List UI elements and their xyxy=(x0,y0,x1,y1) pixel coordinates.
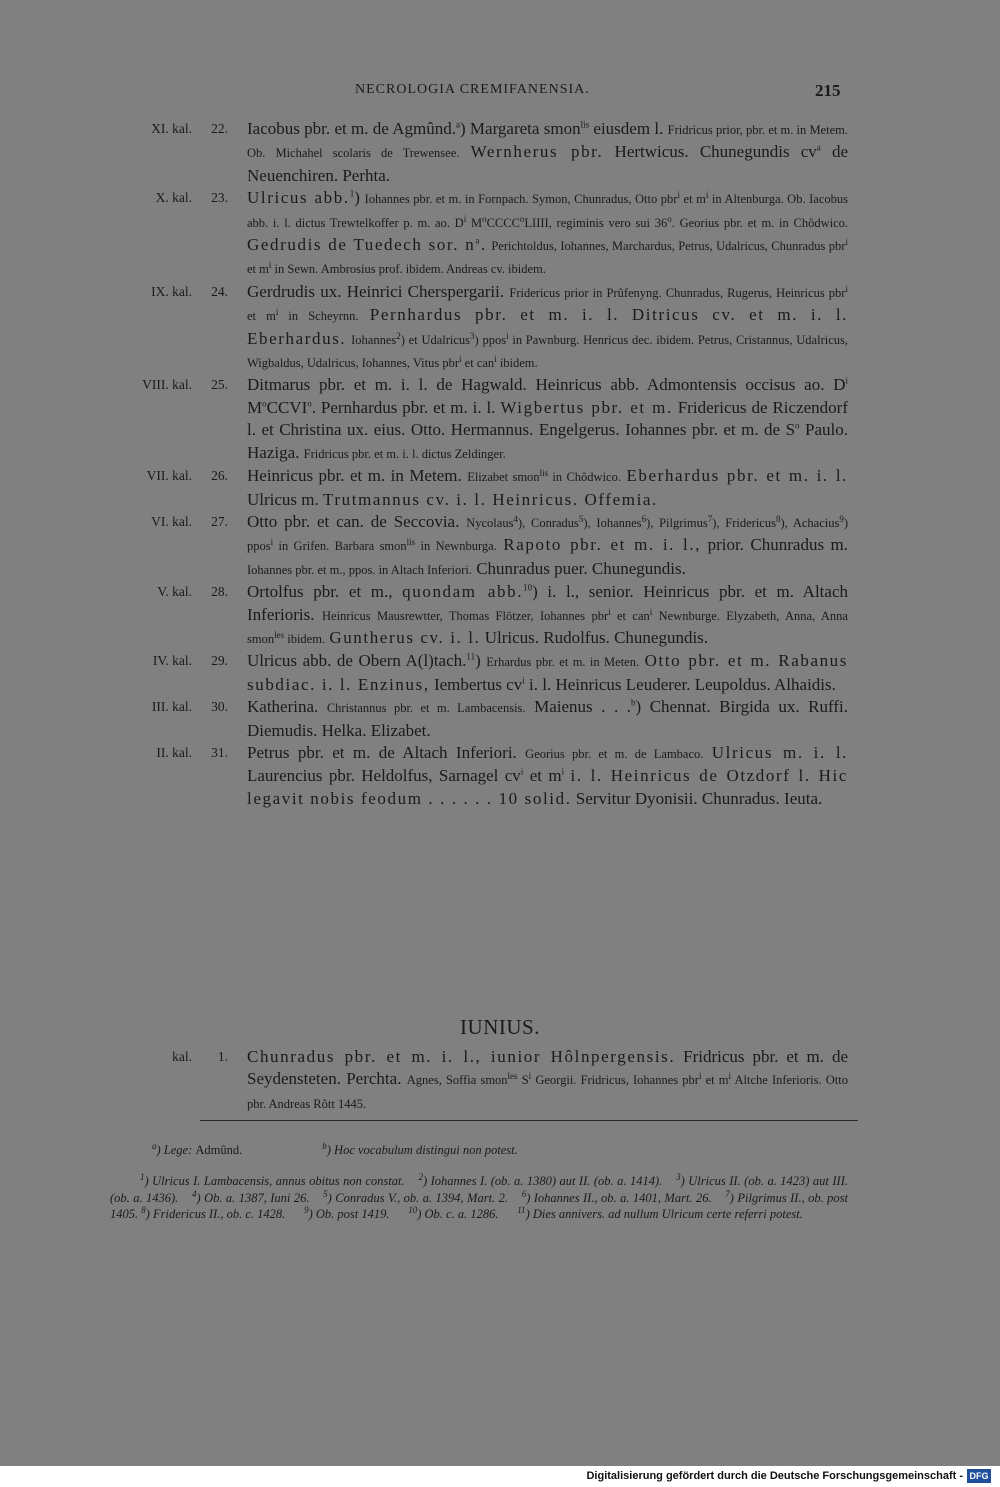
funding-credit: Digitalisierung gefördert durch die Deutsche Forschungsgemeinschaft - xyxy=(586,1470,963,1482)
running-head xyxy=(0,82,1000,102)
entry-text: Chunradus pbr. et m. i. l., iunior Hôlnpergensis. Fridricus pbr. et m. de Seydensteten. Perchta. Agnes, Soffia smon$^{les}$ $S^i$ Georgii. Fridricus, Iohannes pbr$^i$ et $m^i$ Altche Inferioris. Otto pbr. Andreas Rôtt 1445. xyxy=(247,1047,848,1111)
entry-date: X. kal. xyxy=(155,190,192,206)
entry-text: Heinricus pbr. et m. in Metem. Elizabet smon$^{lis}$ in Chôdwico. Eberhardus pbr. et m. i. l. Ulricus m. Trutmannus cv. i. l. Heinricus. Offemia. xyxy=(247,466,849,509)
section-heading: IUNIUS. xyxy=(460,1015,540,1039)
entry-day-number: 24. xyxy=(211,283,228,299)
entry-date: XI. kal. xyxy=(151,121,192,136)
necrology-entry xyxy=(0,696,1000,742)
necrology-entry xyxy=(0,742,1000,810)
necrology-entry xyxy=(0,465,1000,511)
textual-footnote: $^a$) Lege: Admûnd. xyxy=(152,1140,243,1157)
entry-date: IV. kal. xyxy=(152,653,192,669)
entry-day-number: 1. xyxy=(217,1049,228,1064)
necrology-entries-june xyxy=(0,1046,1000,1115)
entry-date: V. kal. xyxy=(157,584,192,600)
necrology-entry xyxy=(0,511,1000,581)
entry-text: Ditmarus pbr. et m. i. l. de Hagwald. Heinricus abb. Admontensis occisus ao. $D^i$ $M^oCCVI^o$. Pernhardus pbr. et m. i. l. Wigbertus pbr. et m. Fridericus de Riczendorf l. et Christina ux. eius. Otto. Hermannus. Engelgerus. Iohannes pbr. et m. de $S^o$ Paulo. Haziga. Fridricus pbr. et m. i. l. dictus Zeldinger. xyxy=(247,375,848,462)
entry-date: VIII. kal. xyxy=(142,377,192,393)
entry-text: Gerdrudis ux. Heinrici Cherspergarii. Fridericus prior in Prûfenyng. Chunradus, Rugerus, Heinricus pbr$^i$ et $m^i$ in Scheyrnn. Pernhardus pbr. et m. i. l. Ditricus cv. et m. i. l. Eberhardus. Iohannes$^2$) et Udalricus$^3$) ppos$^i$ in Pawnburg. Henricus dec. ibidem. Petrus, Cristannus, Udalricus, Wigbaldus, Udalricus, Iohannes, Vitus pbr$^i$ et can$^i$ ibidem. xyxy=(247,281,849,371)
textual-footnotes xyxy=(152,1140,558,1158)
dfg-logo: DFG xyxy=(967,1469,991,1483)
entry-date: II. kal. xyxy=(156,744,192,760)
necrology-entry xyxy=(0,581,1000,650)
entry-day-number: 28. xyxy=(211,584,228,600)
entry-day-number: 31. xyxy=(211,744,228,760)
necrology-entry xyxy=(0,1046,1000,1115)
entry-text: Ulricus abb.$^1$) Iohannes pbr. et m. in Fornpach. Symon, Chunradus, Otto pbr$^i$ et $m^i$ in Altenburga. Ob. Iacobus abb. i. l. dictus Trewtelkoffer p. m. ao. $D^i$ $M^oCCCC^oLIIII$, regiminis vero sui 36$^o$. Georius pbr. et m. in Chôdwico. Gedrudis de Tuedech sor. $n^a$. Perichtoldus, Iohannes, Marchardus, Petrus, Udalricus, Chunradus pbr$^i$ et $m^i$ in Sewn. Ambrosius prof. ibidem. Andreas cv. ibidem. xyxy=(247,188,849,277)
entry-text: Ortolfus pbr. et m., quondam abb.$^{10}$) i. l., senior. Heinricus pbr. et m. Altach Inferioris. Heinricus Mausrewtter, Thomas Flötzer, Iohannes pbr$^i$ et can$^i$ Newnburge. Elyzabeth, Anna, Anna smon$^{les}$ ibidem. Guntherus cv. i. l. Ulricus. Rudolfus. Chunegundis. xyxy=(247,582,848,647)
page-number: 215 xyxy=(815,81,841,100)
entry-text: Katherina. Christannus pbr. et m. Lambacensis. Maienus . . .$^b$) Chennat. Birgida ux. Ruffi. Diemudis. Helka. Elizabet. xyxy=(247,697,849,740)
entry-date: III. kal. xyxy=(151,699,192,715)
entry-text: Petrus pbr. et m. de Altach Inferiori. Georius pbr. et m. de Lambaco. Ulricus m. i. l. Laurencius pbr. Heldolfus, Sarnagel $cv^i$ et $m^i$ i. l. Heinricus de Otzdorf l. Hic legavit nobis feodum . . . . . . 10 solid. Servitur Dyonisii. Chunradus. Ieuta. xyxy=(247,742,848,808)
entry-text: Iacobus pbr. et m. de Agmûnd.$^a$) Margareta smon$^{lis}$ eiusdem l. Fridricus prior, pbr. et m. in Metem. Ob. Michahel scolaris de Trewensee. Wernherus pbr. Hertwicus. Chunegundis $cv^a$ de Neuenchiren. Perhta. xyxy=(247,119,849,185)
necrology-entry xyxy=(0,281,1000,375)
entry-day-number: 27. xyxy=(211,513,228,529)
entry-day-number: 29. xyxy=(211,653,228,669)
entry-date: kal. xyxy=(172,1049,192,1064)
entry-day-number: 25. xyxy=(211,377,228,393)
entry-text: Otto pbr. et can. de Seccovia. Nycolaus$^4$), Conradus$^5$), Iohannes$^6$), Pilgrimus$^7$), Fridericus$^8$), Achacius$^9$) ppos$^i$ in Grifen. Barbara smon$^{lis}$ in Newnburga. Rapoto pbr. et m. i. l., prior. Chunradus m. Iohannes pbr. et m., ppos. in Altach Inferiori. Chunradus puer. Chunegundis. xyxy=(247,511,849,578)
entry-day-number: 23. xyxy=(211,190,228,206)
entry-date: IX. kal. xyxy=(151,283,192,299)
historical-footnotes: $^1$) Ulricus I. Lambacensis, annus obitus non constat. $^2$) Iohannes I. (ob. a. 1380) aut II. (ob. a. 1414). $^3$) Ulricus II. (ob. a. 1423) aut III. (ob. a. 1436). $^4$) Ob. a. 1387, Iuni 26. $^5$) Conradus V., ob. a. 1394, Mart. 2. $^6$) Iohannes II., ob. a. 1401, Mart. 26. $^7$) Pilgrimus II., ob. post 1405. $^8$) Fridericus II., ob. c. 1428. $^9$) Ob. post 1419. $^{10}$) Ob. c. a. 1286. $^{11}$) Dies annivers. ad nullum Ulricum certe referri potest. xyxy=(110,1171,849,1221)
textual-footnote: $^b$) Hoc vocabulum distingui non potest. xyxy=(322,1140,518,1157)
necrology-entry xyxy=(0,118,1000,187)
footnote-divider xyxy=(200,1120,858,1121)
entry-day-number: 22. xyxy=(211,121,228,136)
necrology-entry xyxy=(0,374,1000,465)
entry-day-number: 30. xyxy=(211,699,228,715)
running-head-title: NECROLOGIA CREMIFANENSIA. xyxy=(355,82,590,97)
footer-strip xyxy=(0,1466,1000,1487)
entry-text: Ulricus abb. de Obern A(l)tach.$^{11}$) Erhardus pbr. et m. in Meten. Otto pbr. et m. Rabanus subdiac. i. l. Enzinus, Iembertus $cv^i$ i. l. Heinricus Leuderer. Leupoldus. Alhaidis. xyxy=(247,651,848,694)
necrology-entry xyxy=(0,187,1000,281)
necrology-entry xyxy=(0,650,1000,696)
entry-day-number: 26. xyxy=(211,468,228,484)
necrology-entries-may xyxy=(0,118,1000,810)
entry-date: VII. kal. xyxy=(146,468,192,484)
entry-date: VI. kal. xyxy=(151,513,192,529)
